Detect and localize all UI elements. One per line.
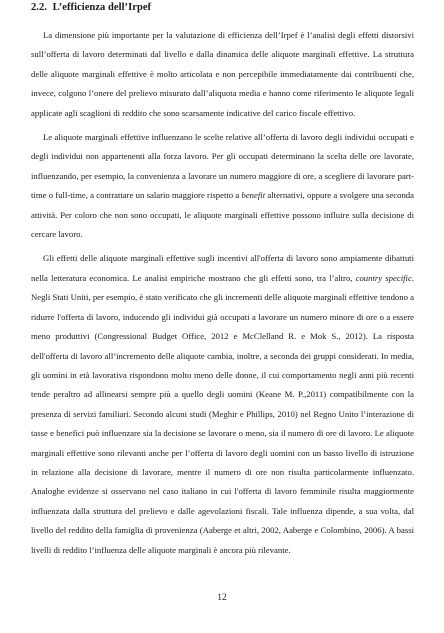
paragraph-text: La dimensione più importante per la valutazione di efficienza dell’Irpef è l’analisi degli effetti distorsivi sull’offerta di lavoro determinati dal livello e dalla dinamica delle aliquote marginali effettive. La struttura delle aliquote marginali effettive è molto articolata e non percepibile immediatamente dai contribuenti che, invece, colgono l’onere del prelievo misurato dall’aliquota media e hanno come riferimento le aliquote legali applicate agli scaglioni di reddito che sono scarsamente indicative del carico fiscale effettivo. — [31, 30, 414, 118]
paragraph-text: Gli effetti delle aliquote marginali effettive sugli incentivi all'offerta di lavoro sono ampiamente dibattuti nella letteratura economica. Le analisi empiriche mostrano che gli effetti sono, tra l’altro, — [31, 253, 414, 283]
paragraph-text: Le aliquote marginali effettive influenzano le scelte relative all’offerta di lavoro degli individui occupati e degli individui non appartenenti alla forza lavoro. Per gli occupati determinano la scelta delle ore lavorate, influenzando, per esempio, la convenienza a lavorare un numero maggiore di ore, a scegliere di lavorare part-time o full-time, a contrattare un salario maggiore rispetto a — [31, 132, 414, 201]
page-number: 12 — [217, 593, 227, 603]
paragraph-1 — [31, 26, 414, 123]
italic-term: country specific — [355, 272, 412, 283]
section-title: L’efficienza dell’Irpef — [52, 2, 152, 13]
paragraph-text: . Negli Stati Uniti, per esempio, è stato verificato che gli incrementi delle aliquote marginali effettive tendono a ridurre l'offerta di lavoro, inducendo gli individui già occupati a lavorare un numero minore di ore o a essere meno produttivi (Congressional Budget Office, 2012 e McClelland R. e Mok S., 2012). La risposta dell'offerta di lavoro all’incremento delle aliquote cambia, inoltre, a seconda dei gruppi considerati. In media, gli uomini in età lavorativa rispondono molto meno delle donne, il cui comportamento negli anni più recenti tende peraltro ad allinearsi sempre più a quello degli uomini (Keane M. P.,2011) compatibilmente con la presenza di servizi familiari. Secondo alcuni studi (Meghir e Phillips, 2010) nel Regno Unito l’interazione di tasse e benefici può influenzare sia la decisione se lavorare o meno, sia il numero di ore di lavoro. Le aliquote marginali effettive sono rilevanti anche per l’offerta di lavoro degli uomini con un basso livello di istruzione in relazione alla decisione di lavorare, mentre il numero di ore non risulta particolarmente influenzato. Analoghe evidenze si osservano nel caso italiano in cui l'offerta di lavoro femminile risulta maggiormente influenzata dalla struttura del prelievo e dalle agevolazioni fiscali. Tale influenza dipende, a sua volta, dal livello del reddito della famiglia di provenienza (Aaberge et altri, 2002, Aaberge e Colombino, 2006). A bassi livelli di reddito l’influenza delle aliquote marginali è ancora più rilevante. — [31, 272, 414, 555]
body-text — [31, 26, 414, 565]
section-heading — [31, 2, 151, 13]
paragraph-text: alternativi, oppure a svolgere una seconda attività. Per coloro che non sono occupati, le aliquote marginali effettive possono influire sulla decisione di cercare lavoro. — [31, 190, 414, 240]
section-number: 2.2. — [31, 2, 47, 13]
paragraph-2 — [31, 128, 414, 244]
paragraph-3 — [31, 249, 414, 560]
italic-term: benefit — [241, 190, 266, 201]
